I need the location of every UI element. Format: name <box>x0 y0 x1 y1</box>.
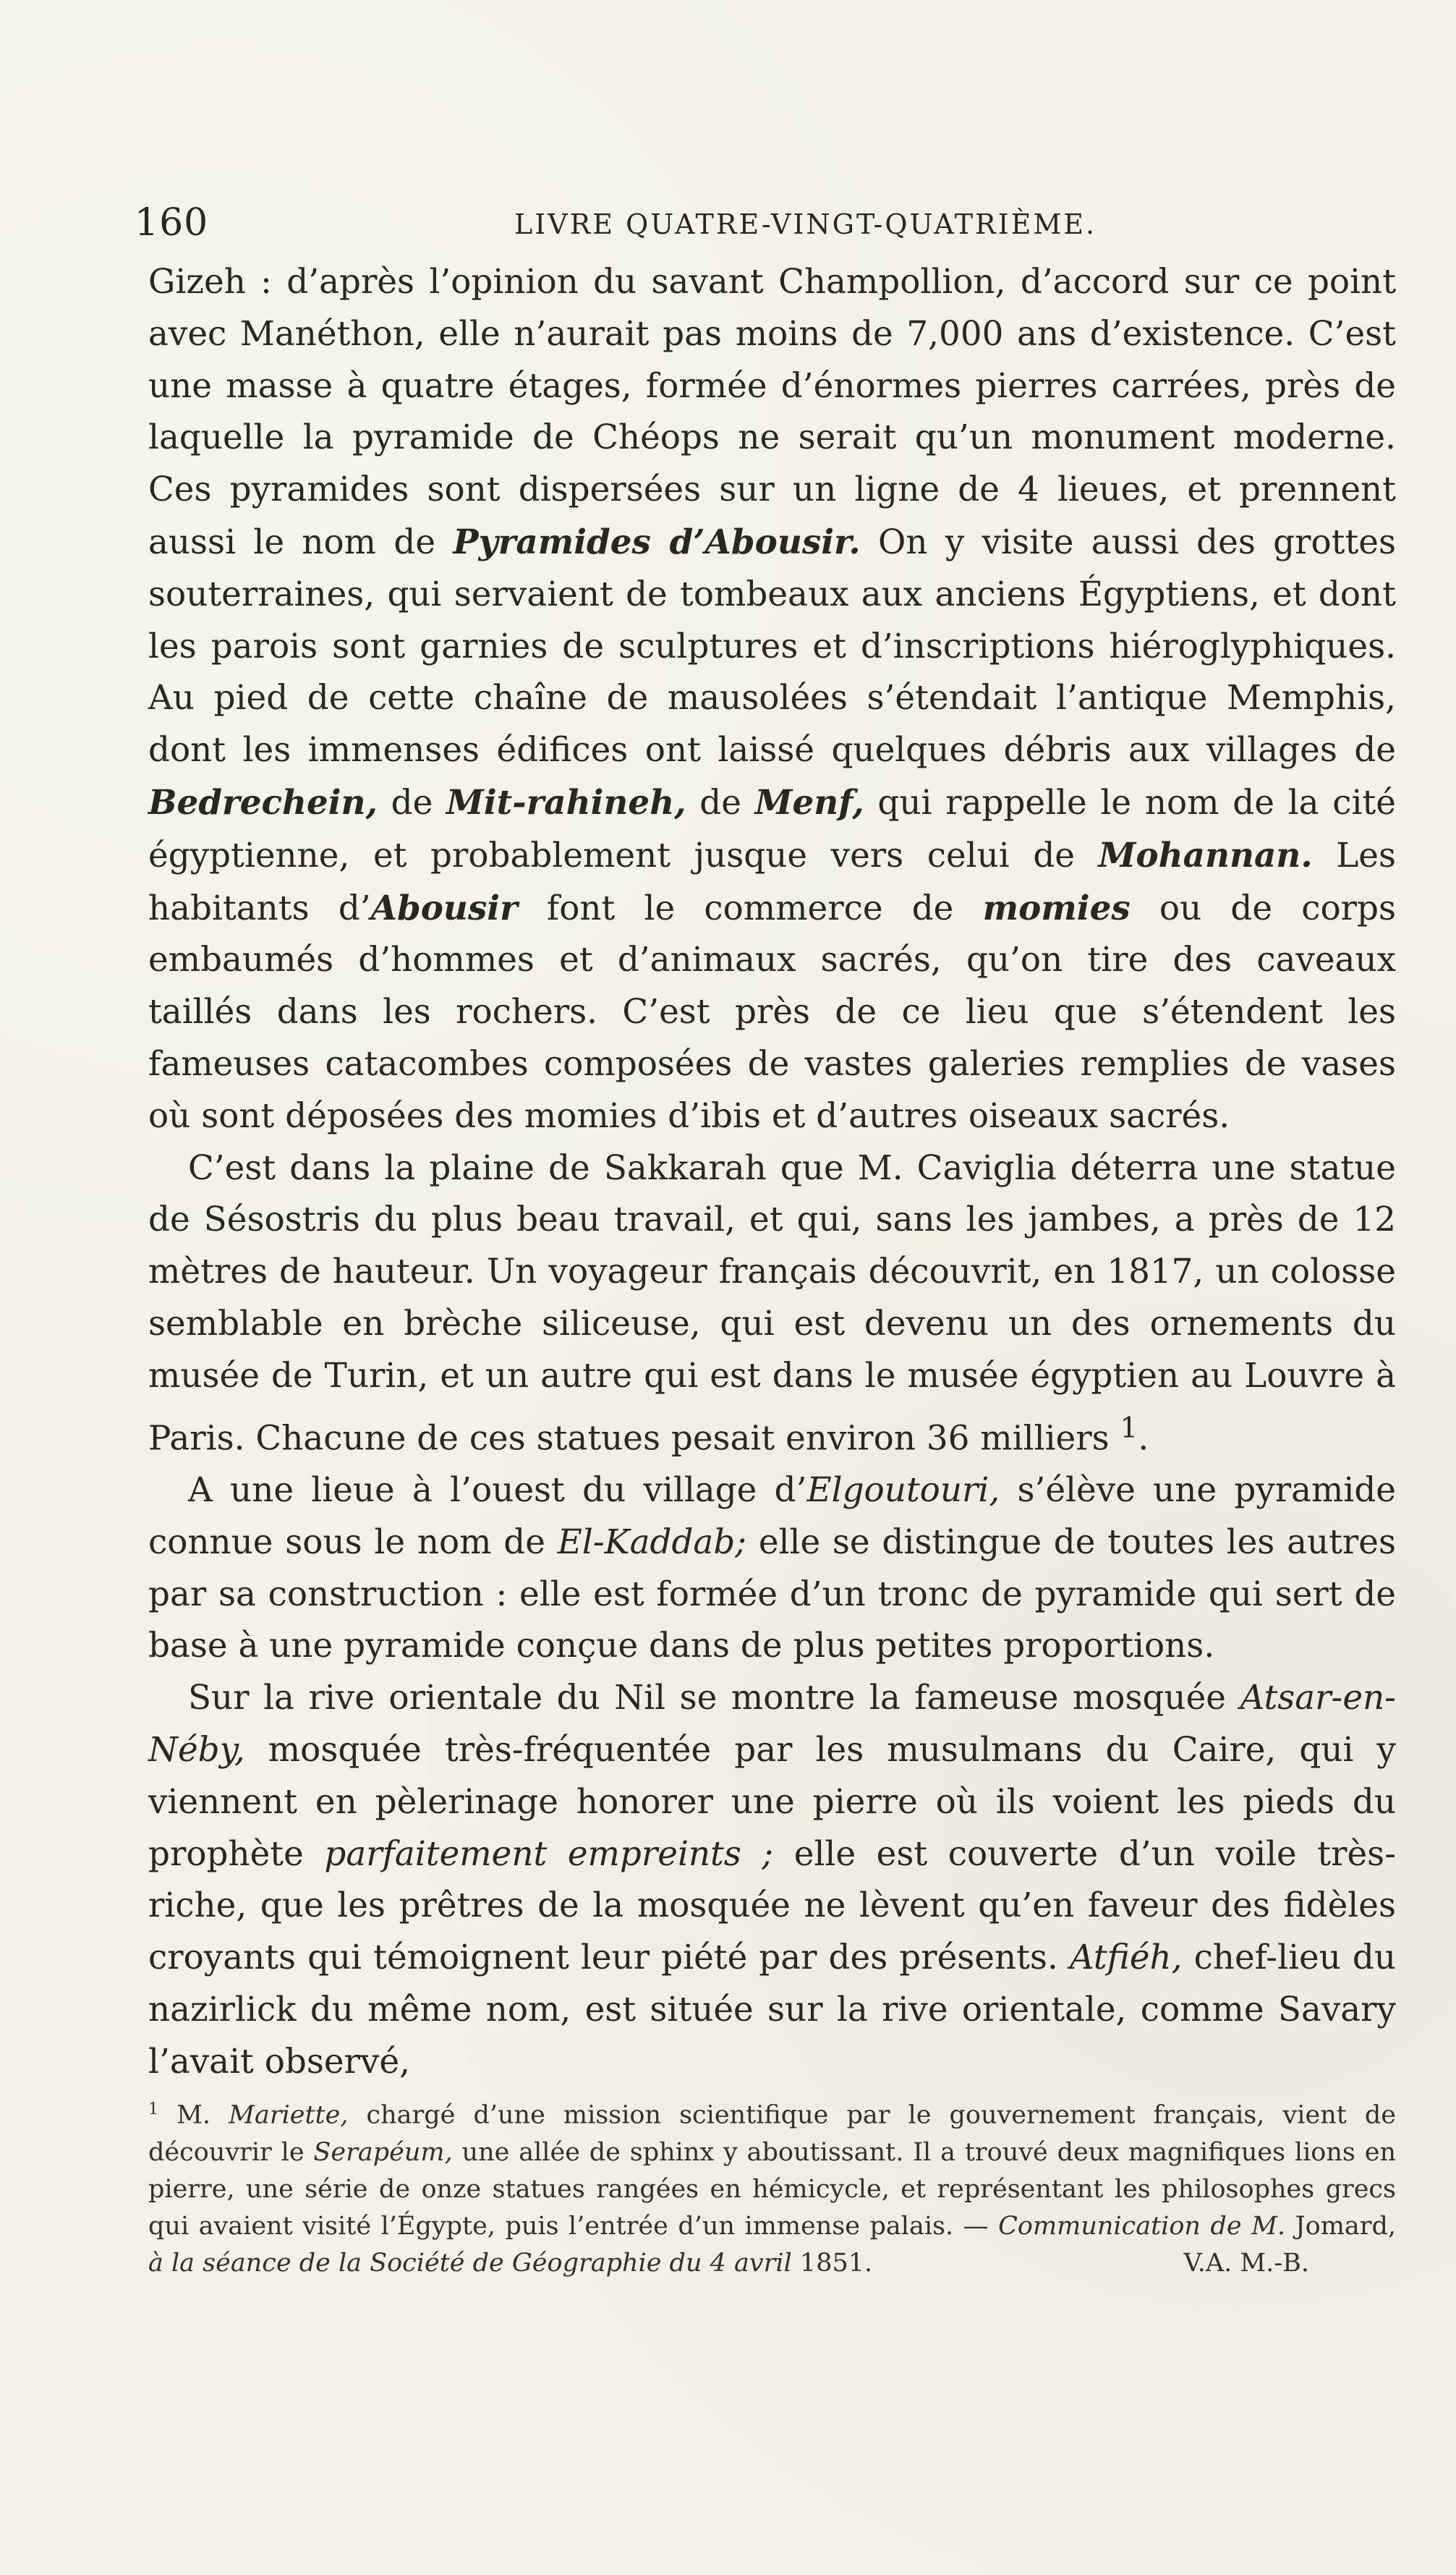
text-run: font le commerce de <box>517 888 983 928</box>
italic-text: Mohannan. <box>1098 835 1313 875</box>
italic-text: Atsar-en-Néby, <box>148 1679 1396 1770</box>
text-run: C’est dans la plaine de Sakkarah que M. Caviglia déterra une statue de Sésostris du plus beau travail, et qui, sans les jambes, a près de 12 mètres de hauteur. Un voyageur français découvrit, en 1817, un colosse semblable en brèche siliceuse, qui est devenu un des ornements du musée de Turin, et un autre qui est dans le musée égyptien au Louvre à Paris. Chacune de ces statues pesait environ 36 milliers <box>148 1148 1396 1459</box>
text-run: elle se distingue de toutes les autres par sa construction : elle est formée d’un tronc de pyramide qui sert de base à une pyramide conçue dans de plus petites proportions. <box>148 1522 1397 1666</box>
text-run: une allée de sphinx y aboutissant. Il a trouvé deux magnifiques lions en pierre, une série de onze statues rangées en hémicycle, et représentant les philosophes grecs qui avaient visité l’Égypte, puis l’entrée d’un immense palais. — <box>148 2137 1396 2241</box>
text-run: chef-lieu du nazirlick du même nom, est située sur la rive orientale, comme Savary l’avait observé, <box>148 1938 1396 2082</box>
italic-text: Serapéum, <box>313 2137 453 2167</box>
italic-text: Communication de M. <box>998 2211 1286 2241</box>
paragraph-2 <box>148 1143 1396 1465</box>
text-run: Jomard, <box>1285 2211 1397 2241</box>
italic-text: Mariette, <box>229 2100 349 2130</box>
italic-text: parfaitement empreints ; <box>324 1834 774 1874</box>
footnote-reference: 1 <box>1120 1412 1138 1445</box>
italic-text: El-Kaddab; <box>557 1522 747 1562</box>
italic-text: Menf, <box>754 782 864 823</box>
text-run: 1851. <box>791 2248 873 2278</box>
text-run: chargé d’une mission scientifique par le gouvernement français, vient de découvrir le <box>148 2100 1397 2167</box>
footnote-signature: V.A. M.-B. <box>1183 2248 1309 2278</box>
footnote-marker: 1 <box>148 2100 158 2118</box>
footnote <box>148 2091 1396 2282</box>
text-run: Les habitants d’ <box>148 836 1396 928</box>
italic-text: Pyramides d’Abousir. <box>453 522 861 562</box>
italic-text: à la séance de la Société de Géographie du 4 avril <box>148 2248 792 2278</box>
page-number: 160 <box>135 201 209 245</box>
italic-text: Abousir <box>370 888 518 928</box>
text-run: de <box>686 783 755 823</box>
text-run: de <box>377 783 447 823</box>
text-run: qui rappelle le nom de la cité égyptienne, et probablement jusque vers celui de <box>148 783 1396 875</box>
running-head <box>135 197 1408 249</box>
running-title: LIVRE QUATRE-VINGT-QUATRIÈME. <box>514 208 1097 240</box>
text-run: M. <box>158 2100 229 2130</box>
text-run: ou de corps embaumés d’hommes et d’animaux sacrés, qu’on tire des caveaux taillés dans les rochers. C’est près de ce lieu que s’étendent les fameuses catacombes composées de vastes galeries remplies de vases où sont déposées des momies d’ibis et d’autres oiseaux sacrés. <box>148 888 1396 1136</box>
text-run: A une lieue à l’ouest du village d’ <box>188 1470 807 1510</box>
paragraph-1 <box>148 257 1396 1143</box>
paragraph-4 <box>148 1673 1396 2088</box>
italic-text: Elgoutouri, <box>806 1470 1000 1510</box>
text-run: s’élève une pyramide connue sous le nom de <box>148 1470 1396 1562</box>
text-run: Gizeh : d’après l’opinion du savant Champollion, d’accord sur ce point avec Manéthon, elle n’aurait pas moins de 7,000 ans d’existence. C’est une masse à quatre étages, formée d’énormes pierres carrées, près de laquelle la pyramide de Chéops ne serait qu’un monument moderne. Ces pyramides sont dispersées sur un ligne de 4 lieues, et prennent aussi le nom de <box>148 263 1396 562</box>
text-run: On y visite aussi des grottes souterraines, qui servaient de tombeaux aux anciens Égyptiens, et dont les parois sont garnies de sculptures et d’inscriptions hiéroglyphiques. Au pied de cette chaîne de mausolées s’étendait l’antique Memphis, dont les immenses édifices ont laissé quelques débris aux villages de <box>148 522 1396 771</box>
italic-text: Mit-rahineh, <box>446 782 686 823</box>
text-run: Sur la rive orientale du Nil se montre la fameuse mosquée <box>188 1679 1240 1718</box>
text-run: . <box>1138 1419 1149 1459</box>
paragraph-3 <box>148 1465 1396 1673</box>
italic-text: momies <box>982 888 1131 928</box>
italic-text: Bedrechein, <box>148 782 378 823</box>
text-run: elle est couverte d’un voile très-riche, que les prêtres de la mosquée ne lèvent qu’en faveur des fidèles croyants qui témoignent leur piété par des présents. <box>148 1834 1396 1978</box>
text-run: mosquée très-fréquentée par les musulmans du Caire, qui y viennent en pèlerinage honorer une pierre où ils voient les pieds du prophète <box>148 1730 1396 1874</box>
italic-text: Atfiéh, <box>1069 1938 1183 1978</box>
main-text <box>148 257 1396 2088</box>
